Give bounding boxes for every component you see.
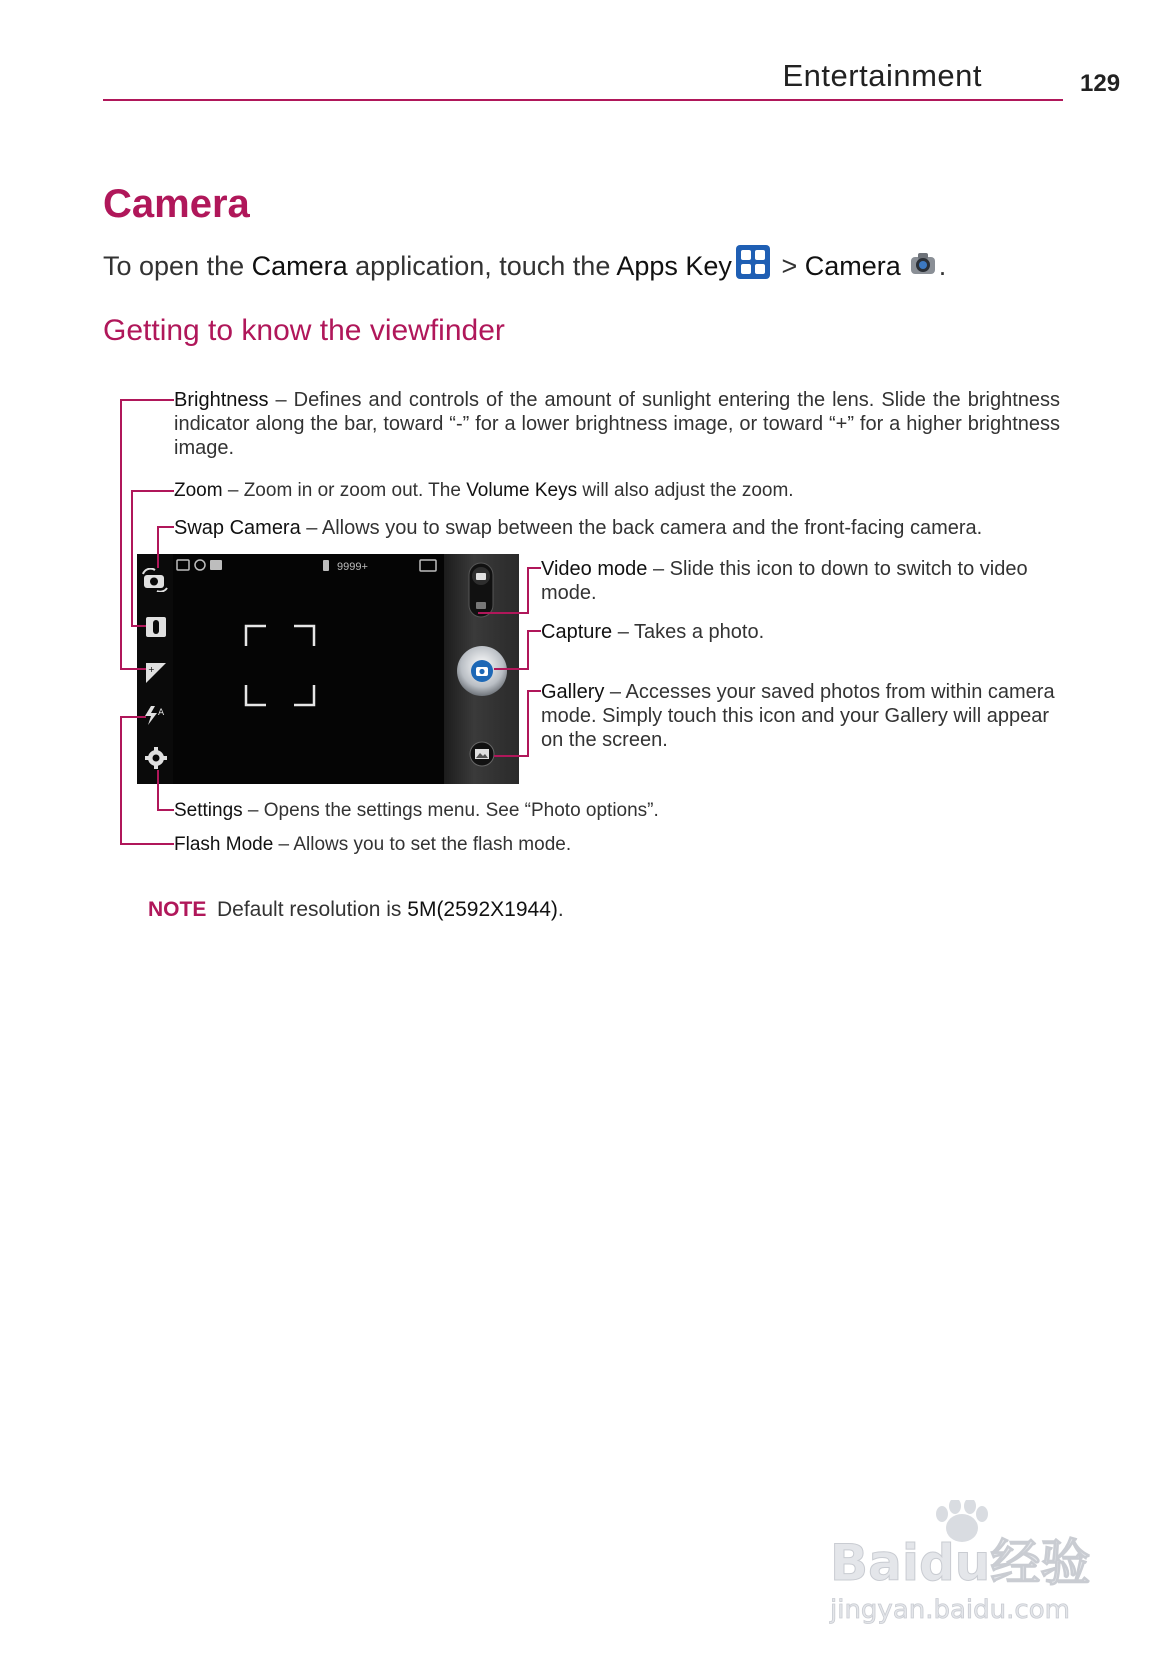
gallery-icon[interactable]	[469, 741, 495, 767]
video-mode-switch[interactable]	[468, 562, 494, 618]
zoom-text: – Zoom in or zoom out. The	[222, 480, 467, 501]
note-label: NOTE	[148, 898, 207, 921]
focus-frame	[246, 626, 314, 705]
note-resolution: 5M(2592X1944)	[407, 898, 558, 921]
brightness-description	[174, 388, 1060, 460]
intro-separator: >	[773, 251, 805, 281]
brightness-term: Brightness	[174, 389, 269, 411]
intro-text: To open the	[103, 251, 252, 281]
status-icons	[177, 560, 436, 571]
swap-camera-term: Swap Camera	[174, 517, 301, 539]
video-mode-text: – Slide this icon to down to switch to video mode.	[541, 558, 1028, 604]
flash-mode-description	[174, 833, 571, 857]
swap-camera-icon[interactable]	[140, 568, 170, 592]
intro-app-name: Camera	[251, 251, 348, 281]
volume-keys-term: Volume Keys	[466, 480, 578, 501]
baidu-watermark	[820, 1500, 1100, 1630]
section-subtitle: Getting to know the viewfinder	[103, 314, 505, 347]
zoom-icon[interactable]	[145, 616, 167, 638]
intro-camera: Camera	[804, 251, 901, 281]
settings-description	[174, 799, 659, 823]
gallery-term: Gallery	[541, 681, 605, 703]
swap-camera-text: – Allows you to swap between the back camera and the front-facing camera.	[300, 517, 983, 539]
shots-remaining: 9999+	[337, 561, 368, 573]
apps-key-icon	[736, 245, 770, 279]
header-rule	[103, 99, 1063, 101]
page-number: 129	[1080, 70, 1121, 97]
svg-text:+: +	[148, 665, 155, 674]
zoom-text: will also adjust the zoom.	[577, 480, 794, 501]
note-text-body: Default resolution is	[217, 898, 408, 921]
svg-text:A: A	[158, 708, 165, 718]
flash-mode-term: Flash Mode	[174, 834, 274, 855]
intro-paragraph	[103, 245, 946, 282]
section-title: Entertainment	[782, 58, 982, 93]
note-end: .	[557, 898, 564, 921]
capture-text: – Takes a photo.	[612, 621, 765, 643]
swap-camera-description	[174, 516, 982, 540]
video-mode-term: Video mode	[541, 558, 648, 580]
flash-mode-text: – Allows you to set the flash mode.	[273, 834, 572, 855]
zoom-term: Zoom	[174, 480, 223, 501]
gallery-description	[541, 680, 1061, 752]
settings-text: – Opens the settings menu. See “Photo options”.	[242, 800, 659, 821]
capture-description	[541, 620, 764, 644]
capture-term: Capture	[541, 621, 613, 643]
flash-icon[interactable]	[143, 704, 169, 726]
intro-apps-key: Apps Key	[616, 251, 732, 281]
note-text	[217, 898, 564, 922]
watermark-brand: Baidu经验	[830, 1534, 1091, 1592]
settings-term: Settings	[174, 800, 243, 821]
video-mode-description	[541, 557, 1061, 605]
settings-icon[interactable]	[145, 747, 167, 769]
watermark-url: jingyan.baidu.com	[830, 1595, 1070, 1625]
zoom-description	[174, 479, 794, 503]
page-title: Camera	[103, 182, 250, 226]
capture-icon[interactable]	[456, 645, 508, 697]
brightness-icon[interactable]	[145, 662, 167, 684]
gallery-text: – Accesses your saved photos from within camera mode. Simply touch this icon and your Gallery will appear on the screen.	[541, 681, 1055, 751]
camera-app-icon	[909, 250, 937, 278]
brightness-text: – Defines and controls of the amount of sunlight entering the lens. Slide the brightness indicator along the bar, toward “-” for a lower brightness image, or toward “+” for a higher brightness image.	[174, 389, 1060, 459]
intro-end: .	[938, 251, 947, 281]
intro-text: application, touch the	[347, 251, 617, 281]
